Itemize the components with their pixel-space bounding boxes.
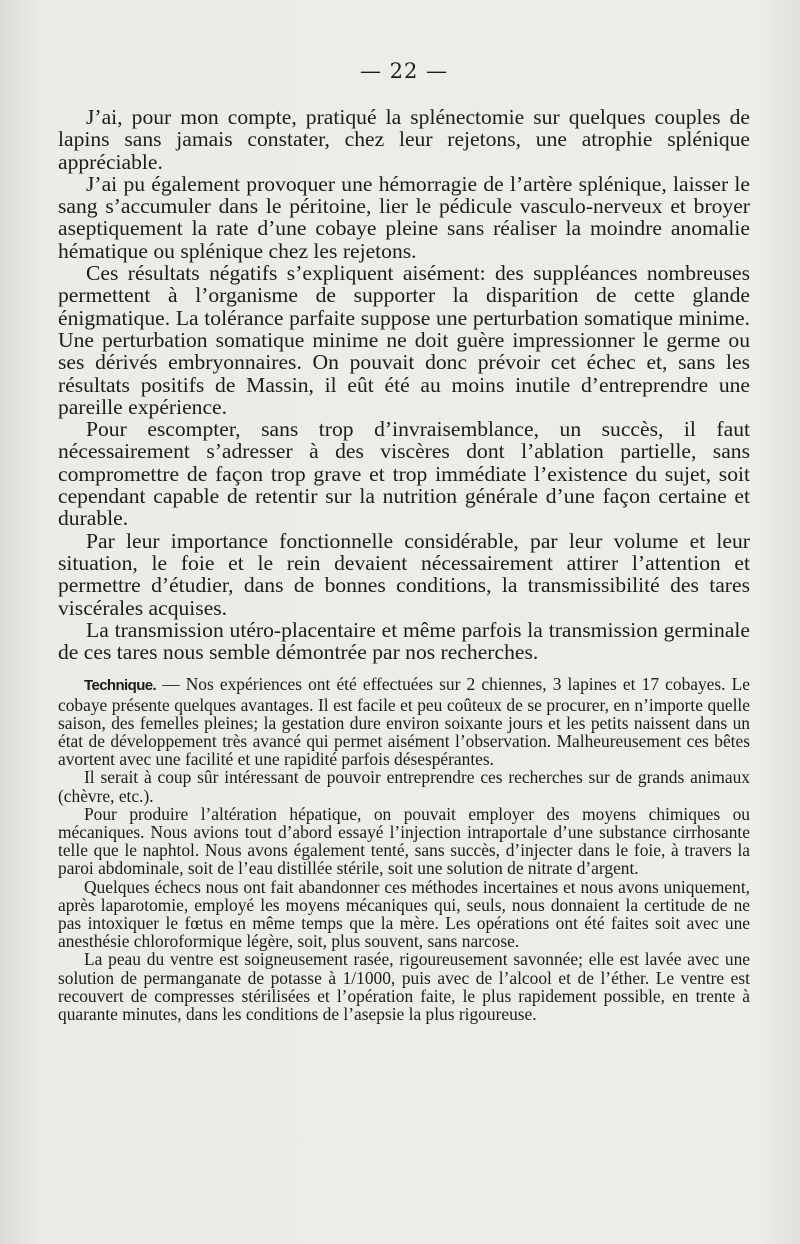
technique-section [58,675,750,1023]
technique-paragraph-hepatic-alteration: Pour produire l’altération hépatique, on pouvait employer des moyens chimiques ou mécaniques. Nous avions tout d’abord essayé l’injection intraportale d’une substance cirrhosante telle que le naphtol. Nous avons également tenté, sans succès, d’injecter dans le foie, à travers la paroi abdominale, soit de l’eau distillée stérile, soit une solution de nitrate d’argent. [58,803,750,879]
main-text [58,106,750,663]
technique-paragraph-large-animals: Il serait à coup sûr intéressant de pouvoir entreprendre ces recherches sur de grands animaux (chèvre, etc.). [58,767,750,806]
paragraph-negative-results: Ces résultats négatifs s’expliquent aisément: des suppléances nombreuses permettent à l’organisme de supporter la disparition de cette glande énigmatique. La tolérance parfaite suppose une perturbation somatique minime. Une perturbation somatique minime ne doit guère impressionner le germe ou ses dérivés embryonnaires. On pouvait donc prévoir cet échec et, sans les résultats positifs de Massin, il eût été au moins inutile d’entreprendre une pareille expérience. [58,261,750,419]
technique-paragraph-mechanical-means: Quelques échecs nous ont fait abandonner ces méthodes incertaines et nous avons uniquement, après laparotomie, employé les moyens mécaniques qui, seuls, nous donnaient la certitude de ne pas intoxiquer le fœtus en même temps que la mère. Les opérations ont été faites soit avec une anesthésie chloroformique légère, soit, plus souvent, sans narcose. [58,876,750,952]
technique-paragraph-asepsis: La peau du ventre est soigneusement rasée, rigoureusement savonnée; elle est lavée avec une solution de permanganate de potasse à 1/1000, puis avec de l’alcool et de l’éther. Le ventre est recouvert de compresses stérilisées et l’opération faite, le plus rapidement possible, en trente à quarante minutes, dans les conditions de l’asepsie la plus rigoureuse. [58,949,750,1025]
paragraph-hemorrhage: J’ai pu également provoquer une hémorragie de l’artère splénique, laisser le sang s’accumuler dans le péritoine, lier le pédicule vasculo-nerveux et broyer aseptiquement la rate d’une cobaye pleine sans réaliser la moindre anomalie hématique ou splénique chez les rejetons. [58,171,750,263]
technique-lead-text: — Nos expériences ont été effectuées sur 2 chiennes, 3 lapines et 17 cobayes. Le cobaye présente quelques avantages. Il est facile et peu coûteux de se procurer, en n’importe quelle saison, des femelles pleines; la gestation dure environ soixante jours et les petits naissent dans un état de développement très avancé qui permet aisément l’observation. Malheureusement ces bêtes avortent avec une facilité et une rapidité parfois désespérantes. [58,674,750,770]
paragraph-splenectomy: J’ai, pour mon compte, pratiqué la splénectomie sur quelques couples de lapins sans jamais constater, chez leur rejetons, une atrophie splénique appréciable. [58,105,750,174]
paragraph-viscera: Pour escompter, sans trop d’invraisemblance, un succès, il faut nécessairement s’adresser à des viscères dont l’ablation partielle, sans compromettre de façon trop grave et trop immédiate l’existence du sujet, soit cependant capable de retentir sur la nutrition générale d’une façon certaine et durable. [58,417,750,531]
paragraph-transmission: La transmission utéro-placentaire et même parfois la transmission germinale de ces tares nous semble démontrée par nos recherches. [58,617,750,665]
technique-heading: Technique. [84,677,157,695]
technique-paragraph-intro [58,675,750,768]
paragraph-liver-kidney: Par leur importance fonctionnelle considérable, par leur volume et leur situation, le foie et le rein devaient nécessairement attirer l’attention et permettre d’étudier, dans de bonnes conditions, la transmissibilité des tares viscérales acquises. [58,528,750,620]
page-number: — 22 — [359,59,449,83]
